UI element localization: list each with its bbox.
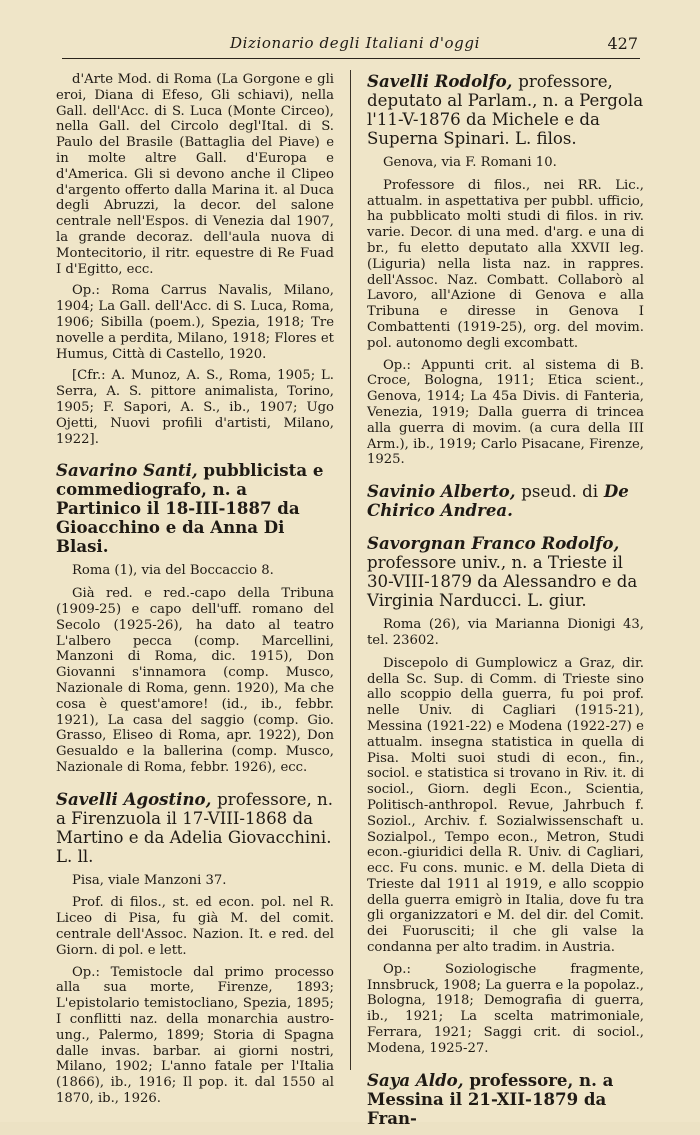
column-divider: [350, 70, 351, 1070]
entry-body: Prof. di filos., st. ed econ. pol. nel R. Liceo di Pisa, fu già M. del comit. centrale dell'Assoc. Nazion. It. e red. del Giorn. di pol. e lett.: [56, 895, 334, 958]
entry-name: Savarino Santi,: [56, 460, 198, 481]
continuation-paragraph: d'Arte Mod. di Roma (La Gorgone e gli eroi, Diana di Efeso, Gli schiavi), nella Gall. dell'Acc. di S. Luca (Monte Circeo), nella Gall. del Circolo degl'Ital. di S. Paulo del Brasile (Battaglia del Piave) e in molte altre Gall. d'Europa e d'America. Gli si devono anche il Clipeo d'argento offerto dalla Marina it. al Duca degli Abruzzi, la decor. del salone centrale nell'Espos. di Venezia dal 1907, la grande decoraz. dell'aula nuova di Montecitorio, il ritr. equestre di Re Fuad I d'Egitto, ecc.: [56, 72, 334, 277]
page-number: 427: [607, 34, 638, 53]
entry-address: Roma (1), via del Boccaccio 8.: [72, 563, 274, 579]
references: [Cfr.: A. Munoz, A. S., Roma, 1905; L. Serra, A. S. pittore animalista, Torino, 1905; F. Sapori, A. S., ib., 1907; Ugo Ojetti, Nuovi profili d'artisti, Milano, 1922].: [56, 368, 334, 447]
running-title: Dizionario degli Italiani d'oggi: [230, 34, 480, 52]
entry-name: Saya Aldo,: [367, 1069, 464, 1090]
entry-heading-text: professore univ., n. a Trieste il 30-VIII-1879 da Alessandro e da Virginia Narducci. L. giur.: [367, 553, 638, 611]
entry-address: Roma (26), via Marianna Dionigi 43, tel. 23602.: [367, 617, 644, 648]
entry-body: Già red. e red.-capo della Tribuna (1909-25) e capo dell'uff. romano del Secolo (1925-26), ha dato al teatro L'albero pecca (comp. Marcellini, Manzoni di Roma, dic. 1915), Don Giovanni s'innamora (comp. Musco, Nazionale di Roma, genn. 1920), Ma che cosa è quest'amore! (id., ib., febbr. 1921), La casa del saggio (comp. Gio. Grasso, Eliseo di Roma, apr. 1922), Don Gesualdo e la ballerina (comp. Musco, Nazionale di Roma, febbr. 1926), ecc.: [56, 586, 334, 775]
entry-address: Genova, via F. Romani 10.: [383, 155, 557, 170]
entry-name: Savorgnan Franco Rodolfo,: [367, 533, 620, 554]
entry-name: Savelli Agostino,: [56, 788, 212, 809]
entry-heading-text: pubblicista e commediografo, n. a Partinico il 18-III-1887 da Gioacchino e da Anna Di Blasi.: [56, 460, 324, 557]
left-column: [56, 72, 334, 1113]
entry-heading: [367, 534, 644, 610]
cross-reference: De Chirico Andrea.: [367, 481, 629, 521]
works-list: Op.: Soziologische fragmente, Innsbruck, 1908; La guerra e la popolaz., Bologna, 1918; Demografia di guerra, ib., 1921; La scelta matrimoniale, Ferrara, 1921; Saggi crit. di sociol., Modena, 1925-27.: [367, 961, 644, 1056]
entry-heading-text: professore, n. a Messina il 21-XII-1879 da Fran-: [367, 1069, 614, 1128]
entry-heading-text: professore, deputato al Parlam., n. a Pergola l'11-V-1876 da Michele e da Superna Spinari. L. filos.: [367, 72, 644, 148]
entry-body: Professore di filos., nei RR. Lic., attualm. in aspettativa per pubbl. ufficio, ha pubblicato molti studi di filos. in riv. varie. Decor. di una med. d'arg. e una di br., fu eletto deputato alla XXVII leg. (Liguria) nella lista naz. in rappres. dell'Assoc. Naz. Combatt. Collaborò al Lavoro, all'Azione di Genova e alla Tribuna e diresse in Genova I Combattenti (1919-25), org. del movim. pol. autonomo degli excombatt.: [367, 177, 644, 351]
entry-heading-text: professore, n. a Firenzuola il 17-VIII-1868 da Martino e da Adelia Giovacchini. L. ll.: [56, 789, 333, 866]
entry-heading: [367, 72, 644, 148]
entry-heading: [56, 461, 334, 556]
works-list: Op.: Temistocle dal primo processo alla sua morte, Firenze, 1893; L'epistolario temistocliano, Spezia, 1895; I conflitti naz. della monarchia austro-ung., Palermo, 1899; Storia di Spagna dalle invas. barbar. ai giorni nostri, Milano, 1902; L'anno fatale per l'Italia (1866), ib., 1916; Il pop. it. dal 1550 al 1870, ib., 1926.: [56, 964, 334, 1107]
entry-heading: [367, 482, 644, 520]
entry-address: Pisa, viale Manzoni 37.: [72, 872, 227, 888]
works-list: Op.: Roma Carrus Navalis, Milano, 1904; La Gall. dell'Acc. di S. Luca, Roma, 1906; Sibilla (poem.), Spezia, 1918; Tre novelle a perdita, Milano, 1918; Flores et Humus, Città di Castello, 1920.: [56, 283, 334, 362]
right-column: [367, 72, 644, 1135]
entry-heading: [367, 1071, 644, 1128]
entry-heading-text: pseud. di: [521, 482, 599, 502]
works-list: Op.: Appunti crit. al sistema di B. Croce, Bologna, 1911; Etica scient., Genova, 1914; La 45a Divis. di Fanteria, Venezia, 1919; Dalla guerra di trincea alla guerra di movim. (a cura della III Arm.), ib., 1919; Carlo Pisacane, Firenze, 1925.: [367, 357, 644, 468]
entry-name: Savinio Alberto,: [367, 481, 516, 502]
entry-heading: [56, 790, 334, 866]
entry-name: Savelli Rodolfo,: [367, 71, 513, 91]
page-header: [62, 32, 640, 59]
entry-body: Discepolo di Gumplowicz a Graz, dir. della Sc. Sup. di Comm. di Trieste sino allo scoppio della guerra, fu poi prof. nelle Univ. di Cagliari (1915-21), Messina (1921-22) e Modena (1922-27) e attualm. insegna statistica in quella di Pisa. Molti suoi studi di econ., fin., sociol. e statistica si trovano in Riv. it. di sociol., Giorn. degli Econ., Scientia, Politisch-anthropol. Revue, Jahrbuch f. Soziol., Archiv. f. Sozialwissenschaft u. Sozialpol., Tempo econ., Metron, Studi econ.-giuridici della R. Univ. di Cagliari, ecc. Fu cons. munic. e M. della Dieta di Trieste dal 1911 al 1919, e allo scoppio della guerra emigrò in Italia, dove fu tra gli organizzatori e M. del dir. del Comit. dei Fuorusciti; il che gli valse la condanna per alto tradim. in Austria.: [367, 655, 644, 956]
